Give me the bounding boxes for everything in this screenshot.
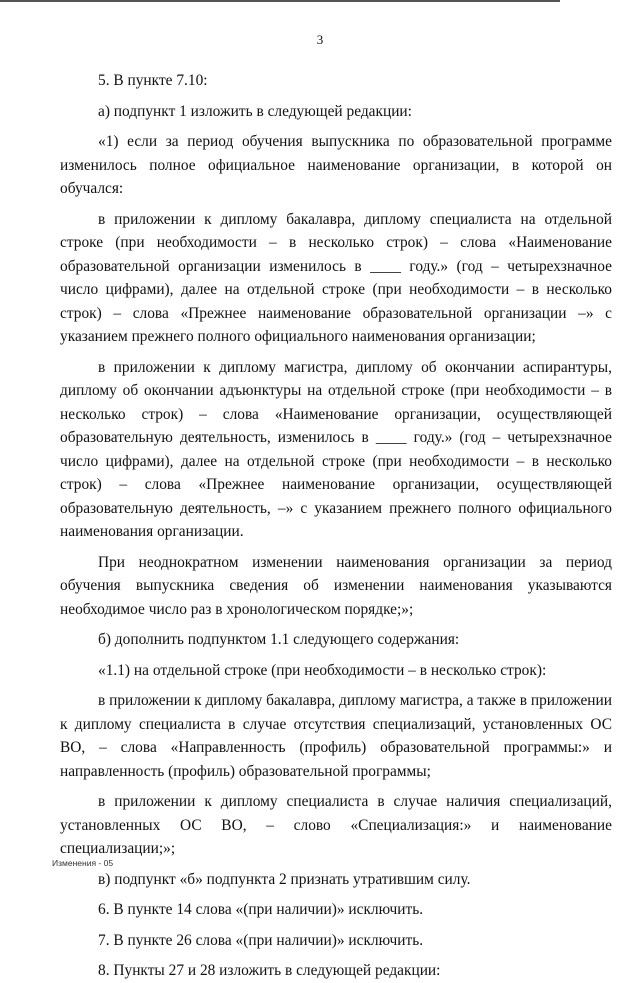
page-number: 3 [316, 32, 324, 47]
footer-revision-mark: Изменения - 05 [52, 858, 114, 868]
paragraph-master-postgrad: в приложении к диплому магистра, диплому об окончании аспирантуры, диплому об окончании адъюнктуры на отдельной строке (при необходимости – в несколько строк) – слова «Наименование организации, осуществляющей образовательную деятельность, изменилось в ____ году.» (год – четырехзначное число цифрами), далее на отдельной строке (при необходимости – в несколько строк) – слова «Прежнее наименование организации, осуществляющей образовательную деятельность, –» с указанием прежнего полного официального наименования организации. [60, 358, 612, 540]
paragraph-item-8: 8. Пункты 27 и 28 изложить в следующей редакции: [98, 962, 441, 979]
paragraph-subitem-b: б) дополнить подпунктом 1.1 следующего содержания: [98, 631, 460, 648]
paragraph-quote-1-1: «1.1) на отдельной строке (при необходимости – в несколько строк): [98, 661, 547, 679]
paragraph-profile: в приложении к диплому бакалавра, диплому магистра, а также в приложении к диплому специалиста в случае отсутствия специализаций, установленных ОС ВО, – слова «Направленность (профиль) образовательной программы:» и направленность (профиль) образовательной программы; [60, 692, 612, 780]
paragraph-bachelor-specialist: в приложении к диплому бакалавра, диплому специалиста на отдельной строке (при необходимости – в несколько строк) – слова «Наименование образовательной организации изменилось в ____ году.» (год – четырехзначное число цифрами), далее на отдельной строке (при необходимости – в несколько строк) – слова «Прежнее наименование образовательной организации –» с указанием прежнего полного официального наименования организации; [60, 210, 612, 345]
paragraph-quote-1: «1) если за период обучения выпускника по образовательной программе изменилось полное официальное наименование организации, в которой он обучался: [60, 133, 612, 197]
paragraph-subitem-v: в) подпункт «б» подпункта 2 признать утратившим силу. [98, 870, 471, 888]
document-body [60, 62, 612, 983]
paragraph-subitem-a: а) подпункт 1 изложить в следующей редакции: [98, 102, 412, 120]
paragraph-item-7: 7. В пункте 26 слова «(при наличии)» исключить. [98, 931, 424, 949]
paragraph-item-5: 5. В пункте 7.10: [98, 72, 208, 89]
paragraph-specialization: в приложении к диплому специалиста в случае наличия специализаций, установленных ОС ВО, – слово «Специализация:» и наименование специализации;»; [60, 793, 612, 857]
top-border-line [0, 0, 560, 2]
paragraph-item-6: 6. В пункте 14 слова «(при наличии)» исключить. [98, 901, 424, 918]
paragraph-repeated-change: При неоднократном изменении наименования организации за период обучения выпускника сведения об изменении наименования указываются необходимое число раз в хронологическом порядке;»; [60, 553, 612, 618]
